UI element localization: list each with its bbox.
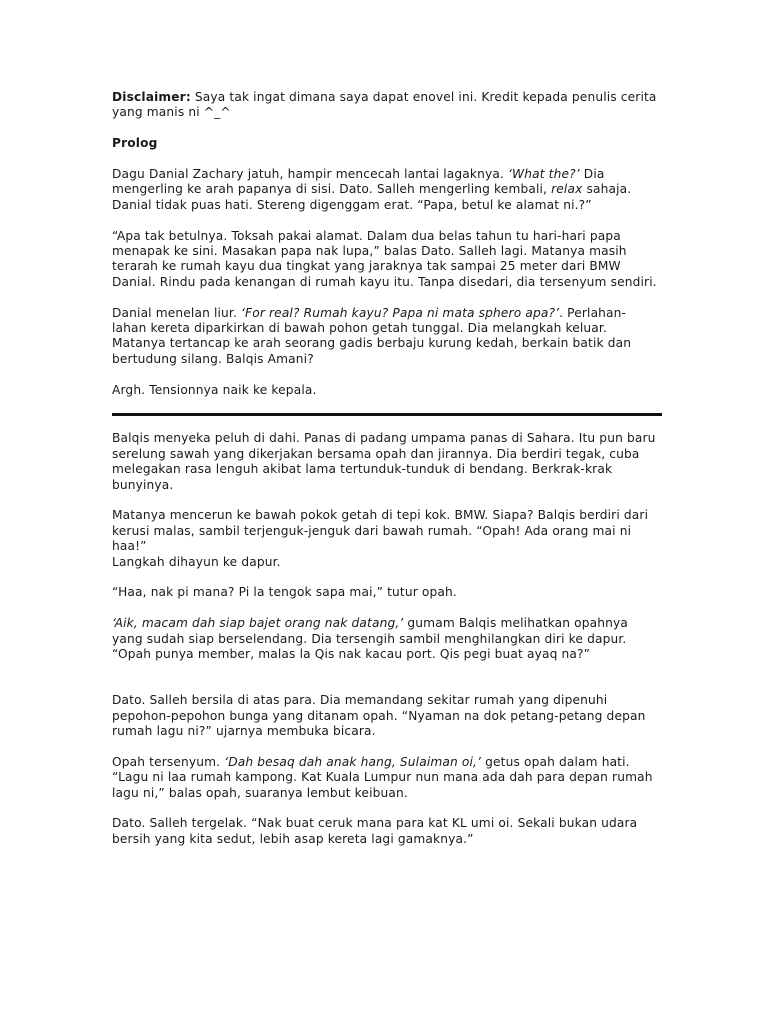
- paragraph-3-italic: ‘For real? Rumah kayu? Papa ni mata sphero apa?’: [241, 305, 560, 320]
- paragraph-6-text-a: Matanya mencerun ke bawah pokok getah di tepi kok. BMW. Siapa? Balqis berdiri dari kerusi malas, sambil terjenguk-jenguk dari bawah rumah. “Opah! Ada orang mai ni haa!”: [112, 508, 649, 554]
- section-divider: [112, 413, 662, 416]
- paragraph-1-text-b: Dia mengerling ke arah papanya di sisi. Dato. Salleh mengerling kembali,: [112, 167, 605, 197]
- paragraph-10: [112, 755, 660, 801]
- paragraph-1-text-a: Dagu Danial Zachary jatuh, hampir mencecah lantai lagaknya.: [112, 167, 509, 181]
- paragraph-1-italic-a: ‘What the?’: [508, 167, 580, 181]
- paragraph-10-text-a: Opah tersenyum.: [112, 754, 225, 769]
- spacer: [112, 678, 660, 693]
- paragraph-1-text-c: sahaja. Danial tidak puas hati. Stereng digenggam erat. “Papa, betul ke alamat ni.?”: [112, 182, 632, 212]
- paragraph-1-italic-b: relax: [551, 182, 583, 197]
- paragraph-1: [112, 167, 660, 213]
- paragraph-5: Balqis menyeka peluh di dahi. Panas di padang umpama panas di Sahara. Itu pun baru serelung sawah yang dikerjakan bersama opah dan jirannya. Dia berdiri tegak, cuba melegakan rasa lenguh akibat lama tertunduk-tunduk di bendang. Berkrak-krak bunyinya.: [112, 431, 656, 492]
- paragraph-4: Argh. Tensionnya naik ke kepala.: [112, 382, 317, 397]
- disclaimer-label: Disclaimer:: [112, 90, 191, 104]
- paragraph-10-italic: ‘Dah besaq dah anak hang, Sulaiman oi,’: [224, 754, 482, 769]
- disclaimer-paragraph: [112, 90, 660, 121]
- paragraph-2: “Apa tak betulnya. Toksah pakai alamat. Dalam dua belas tahun tu hari-hari papa menapak ke sini. Masakan papa nak lupa,” balas Dato. Salleh lagi. Matanya masih terarah ke rumah kayu dua tingkat yang jaraknya tak sampai 25 meter dari BMW Danial. Rindu pada kenangan di rumah kayu itu. Tanpa disedari, dia tersenyum sendiri.: [112, 228, 657, 289]
- paragraph-3-text-a: Danial menelan liur.: [112, 305, 242, 320]
- document-page: [112, 90, 660, 863]
- disclaimer-text: Saya tak ingat dimana saya dapat enovel ini. Kredit kepada penulis cerita yang manis ni ^_^: [112, 90, 657, 120]
- paragraph-7: “Haa, nak pi mana? Pi la tengok sapa mai,” tutur opah.: [112, 585, 457, 600]
- paragraph-8-text-b: “Opah punya member, malas la Qis nak kacau port. Qis pegi buat ayaq na?”: [112, 647, 591, 662]
- paragraph-10-text-b: getus opah dalam hati.: [481, 754, 630, 769]
- paragraph-3: [112, 306, 660, 368]
- paragraph-11: Dato. Salleh tergelak. “Nak buat ceruk mana para kat KL umi oi. Sekali bukan udara bersih yang kita sedut, lebih asap kereta lagi gamaknya.”: [112, 816, 638, 846]
- paragraph-8-italic: ‘Aik, macam dah siap bajet orang nak datang,’: [112, 616, 404, 631]
- paragraph-9: Dato. Salleh bersila di atas para. Dia memandang sekitar rumah yang dipenuhi pepohon-pepohon bunga yang ditanam opah. “Nyaman na dok petang-petang depan rumah lagu ni?” ujarnya membuka bicara.: [112, 693, 646, 739]
- paragraph-6: [112, 508, 660, 570]
- paragraph-10-text-c: “Lagu ni laa rumah kampong. Kat Kuala Lumpur nun mana ada dah para depan rumah lagu ni,” balas opah, suaranya lembut keibuan.: [112, 770, 653, 800]
- paragraph-8: [112, 616, 660, 662]
- paragraph-8-text-a: gumam Balqis melihatkan opahnya yang sudah siap berselendang. Dia tersengih sambil menghilangkan diri ke dapur.: [112, 616, 628, 646]
- paragraph-6-text-b: Langkah dihayun ke dapur.: [112, 554, 281, 569]
- paragraph-3-text-b: . Perlahan-lahan kereta diparkirkan di bawah pohon getah tunggal. Dia melangkah keluar. Matanya tertancap ke arah seorang gadis berbaju kurung kedah, berkain batik dan bertudung silang. Balqis Amani?: [112, 305, 632, 366]
- prolog-heading: Prolog: [112, 136, 158, 151]
